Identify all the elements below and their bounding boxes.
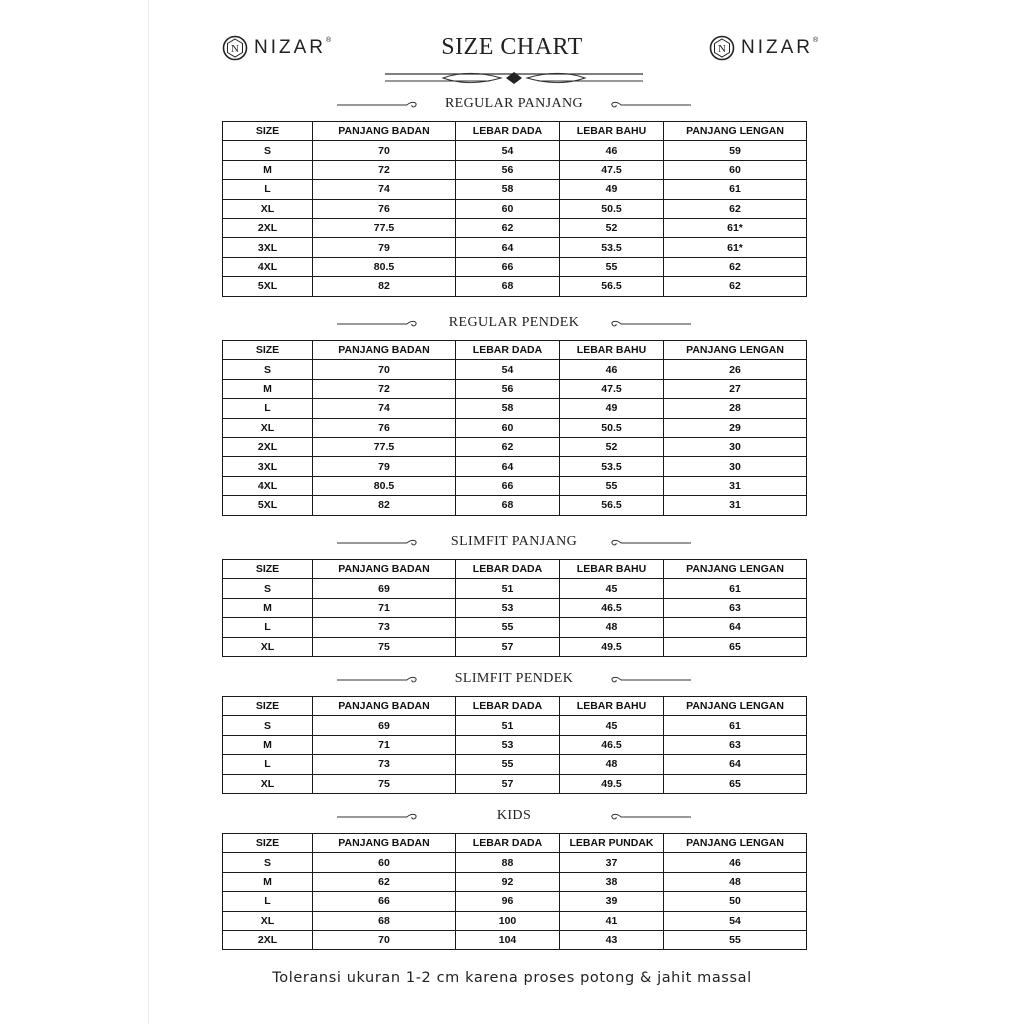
table-row: [223, 141, 807, 160]
table-cell: 3XL: [223, 238, 313, 257]
table-cell: 71: [313, 735, 456, 754]
column-header: PANJANG BADAN: [313, 697, 456, 716]
table-cell: 92: [456, 872, 560, 891]
table-row: [223, 637, 807, 656]
table-row: [223, 199, 807, 218]
column-header: PANJANG LENGAN: [664, 122, 807, 141]
table-cell: M: [223, 598, 313, 617]
table-cell: S: [223, 141, 313, 160]
table-cell: S: [223, 360, 313, 379]
table-cell: 48: [560, 755, 664, 774]
table-cell: XL: [223, 418, 313, 437]
table-cell: 43: [560, 930, 664, 949]
table-cell: 29: [664, 418, 807, 437]
column-header: LEBAR DADA: [456, 560, 560, 579]
table-header-row: [223, 560, 807, 579]
table-row: [223, 774, 807, 793]
table-cell: 46.5: [560, 598, 664, 617]
table-header-row: [223, 341, 807, 360]
column-header: PANJANG LENGAN: [664, 341, 807, 360]
table-row: [223, 579, 807, 598]
section-heading: [222, 315, 806, 333]
section-title: KIDS: [496, 808, 532, 823]
table-cell: 48: [664, 872, 807, 891]
table-cell: 53.5: [560, 457, 664, 476]
size-table: [222, 121, 807, 297]
section-heading: [222, 671, 806, 689]
table-cell: 82: [313, 496, 456, 515]
table-cell: 50.5: [560, 199, 664, 218]
scroll-ornament-right-icon: [609, 675, 691, 685]
table-cell: 71: [313, 598, 456, 617]
table-cell: XL: [223, 637, 313, 656]
section-heading: [222, 534, 806, 552]
table-cell: L: [223, 755, 313, 774]
table-cell: 80.5: [313, 476, 456, 495]
table-cell: 47.5: [560, 160, 664, 179]
table-cell: 62: [456, 437, 560, 456]
table-cell: 3XL: [223, 457, 313, 476]
table-cell: 70: [313, 141, 456, 160]
table-cell: 46: [664, 853, 807, 872]
table-cell: 31: [664, 496, 807, 515]
table-row: [223, 437, 807, 456]
tolerance-note: Toleransi ukuran 1-2 cm karena proses potong & jahit massal: [272, 970, 752, 986]
column-header: SIZE: [223, 341, 313, 360]
table-cell: 30: [664, 437, 807, 456]
table-cell: 76: [313, 418, 456, 437]
table-cell: 54: [456, 141, 560, 160]
table-cell: 46: [560, 360, 664, 379]
brand-right: [709, 35, 818, 61]
table-cell: 57: [456, 774, 560, 793]
registered-mark: ®: [813, 37, 819, 44]
brand-name: NIZAR®: [254, 37, 332, 58]
table-cell: 64: [664, 755, 807, 774]
table-cell: 61*: [664, 218, 807, 237]
table-cell: 72: [313, 379, 456, 398]
column-header: LEBAR BAHU: [560, 341, 664, 360]
size-table: [222, 833, 807, 950]
table-header-row: [223, 697, 807, 716]
table-cell: M: [223, 160, 313, 179]
table-row: [223, 716, 807, 735]
column-header: PANJANG BADAN: [313, 834, 456, 853]
table-cell: 66: [456, 476, 560, 495]
registered-mark: ®: [326, 37, 332, 44]
table-cell: XL: [223, 774, 313, 793]
column-header: SIZE: [223, 834, 313, 853]
table-cell: 27: [664, 379, 807, 398]
size-table: [222, 559, 807, 657]
table-cell: 69: [313, 579, 456, 598]
table-row: [223, 853, 807, 872]
page-title: SIZE CHART: [441, 34, 583, 60]
brand-logo-icon: [709, 35, 735, 61]
section-title: SLIMFIT PANJANG: [450, 534, 578, 549]
scroll-ornament-right-icon: [609, 812, 691, 822]
table-cell: 5XL: [223, 496, 313, 515]
table-cell: 60: [456, 199, 560, 218]
column-header: PANJANG BADAN: [313, 560, 456, 579]
table-cell: 50.5: [560, 418, 664, 437]
table-cell: 50: [664, 892, 807, 911]
table-cell: 60: [456, 418, 560, 437]
section-heading: [222, 96, 806, 114]
table-cell: 56.5: [560, 277, 664, 296]
size-table: [222, 696, 807, 794]
table-cell: 61: [664, 716, 807, 735]
table-cell: 5XL: [223, 277, 313, 296]
table-cell: 53: [456, 598, 560, 617]
table-cell: 53: [456, 735, 560, 754]
table-cell: 62: [456, 218, 560, 237]
column-header: LEBAR DADA: [456, 341, 560, 360]
brand-name: NIZAR®: [741, 37, 819, 58]
table-cell: 60: [313, 853, 456, 872]
table-row: [223, 476, 807, 495]
table-cell: 62: [664, 277, 807, 296]
table-cell: L: [223, 399, 313, 418]
table-cell: M: [223, 379, 313, 398]
table-cell: 66: [313, 892, 456, 911]
table-row: [223, 930, 807, 949]
table-cell: 46: [560, 141, 664, 160]
table-cell: L: [223, 618, 313, 637]
table-cell: 62: [664, 257, 807, 276]
table-row: [223, 218, 807, 237]
table-cell: 61*: [664, 238, 807, 257]
table-cell: 68: [456, 277, 560, 296]
column-header: PANJANG BADAN: [313, 341, 456, 360]
table-cell: 76: [313, 199, 456, 218]
scroll-ornament-right-icon: [609, 319, 691, 329]
table-cell: 55: [456, 618, 560, 637]
table-cell: 68: [313, 911, 456, 930]
table-cell: 58: [456, 399, 560, 418]
table-cell: 2XL: [223, 437, 313, 456]
column-header: SIZE: [223, 122, 313, 141]
table-cell: 2XL: [223, 218, 313, 237]
table-cell: L: [223, 180, 313, 199]
column-header: PANJANG LENGAN: [664, 834, 807, 853]
section-title: SLIMFIT PENDEK: [454, 671, 574, 686]
table-row: [223, 457, 807, 476]
table-cell: 70: [313, 360, 456, 379]
table-cell: 100: [456, 911, 560, 930]
table-row: [223, 892, 807, 911]
table-cell: 49: [560, 399, 664, 418]
table-cell: 56.5: [560, 496, 664, 515]
table-cell: 64: [664, 618, 807, 637]
table-cell: 75: [313, 774, 456, 793]
table-cell: 75: [313, 637, 456, 656]
table-cell: S: [223, 579, 313, 598]
table-cell: 28: [664, 399, 807, 418]
table-cell: 53.5: [560, 238, 664, 257]
table-row: [223, 418, 807, 437]
title-ornament-icon: [385, 68, 643, 88]
table-cell: 52: [560, 437, 664, 456]
table-cell: 54: [456, 360, 560, 379]
table-cell: 47.5: [560, 379, 664, 398]
table-cell: 72: [313, 160, 456, 179]
table-cell: 51: [456, 716, 560, 735]
table-row: [223, 755, 807, 774]
table-header-row: [223, 122, 807, 141]
section-title: REGULAR PENDEK: [448, 315, 580, 330]
table-cell: 55: [456, 755, 560, 774]
column-header: LEBAR DADA: [456, 122, 560, 141]
table-cell: 31: [664, 476, 807, 495]
table-cell: M: [223, 735, 313, 754]
table-cell: XL: [223, 199, 313, 218]
table-row: [223, 360, 807, 379]
table-cell: 39: [560, 892, 664, 911]
column-header: SIZE: [223, 697, 313, 716]
table-cell: 56: [456, 379, 560, 398]
table-cell: 60: [664, 160, 807, 179]
table-cell: 4XL: [223, 257, 313, 276]
table-cell: 57: [456, 637, 560, 656]
table-row: [223, 257, 807, 276]
table-cell: 30: [664, 457, 807, 476]
section-heading: [222, 808, 806, 826]
table-cell: 63: [664, 598, 807, 617]
section-title: REGULAR PANJANG: [444, 96, 584, 111]
table-cell: 65: [664, 774, 807, 793]
table-cell: M: [223, 872, 313, 891]
table-cell: 69: [313, 716, 456, 735]
scroll-ornament-right-icon: [609, 100, 691, 110]
column-header: PANJANG BADAN: [313, 122, 456, 141]
column-header: LEBAR PUNDAK: [560, 834, 664, 853]
table-cell: 48: [560, 618, 664, 637]
table-cell: 49: [560, 180, 664, 199]
table-cell: 55: [560, 257, 664, 276]
column-header: PANJANG LENGAN: [664, 697, 807, 716]
table-row: [223, 496, 807, 515]
table-cell: 55: [664, 930, 807, 949]
table-cell: XL: [223, 911, 313, 930]
column-header: LEBAR DADA: [456, 697, 560, 716]
brand-logo-letter: N: [231, 43, 239, 55]
table-cell: 59: [664, 141, 807, 160]
table-cell: 37: [560, 853, 664, 872]
column-header: LEBAR BAHU: [560, 122, 664, 141]
table-row: [223, 379, 807, 398]
table-cell: 74: [313, 180, 456, 199]
brand-logo-letter: N: [718, 43, 726, 55]
table-row: [223, 238, 807, 257]
table-cell: 45: [560, 716, 664, 735]
table-cell: 2XL: [223, 930, 313, 949]
table-cell: 77.5: [313, 218, 456, 237]
table-row: [223, 277, 807, 296]
table-cell: 61: [664, 180, 807, 199]
table-cell: S: [223, 716, 313, 735]
table-cell: 38: [560, 872, 664, 891]
column-header: PANJANG LENGAN: [664, 560, 807, 579]
table-cell: 46.5: [560, 735, 664, 754]
table-cell: 66: [456, 257, 560, 276]
scroll-ornament-right-icon: [609, 538, 691, 548]
table-cell: 96: [456, 892, 560, 911]
table-cell: 56: [456, 160, 560, 179]
table-row: [223, 160, 807, 179]
table-cell: 79: [313, 457, 456, 476]
table-cell: 104: [456, 930, 560, 949]
table-cell: S: [223, 853, 313, 872]
table-cell: 62: [664, 199, 807, 218]
table-row: [223, 180, 807, 199]
table-row: [223, 911, 807, 930]
table-cell: 65: [664, 637, 807, 656]
table-cell: 80.5: [313, 257, 456, 276]
table-cell: 54: [664, 911, 807, 930]
table-row: [223, 598, 807, 617]
table-row: [223, 872, 807, 891]
table-row: [223, 618, 807, 637]
table-row: [223, 735, 807, 754]
column-header: LEBAR DADA: [456, 834, 560, 853]
table-cell: 41: [560, 911, 664, 930]
table-cell: 73: [313, 618, 456, 637]
table-cell: 82: [313, 277, 456, 296]
table-cell: 45: [560, 579, 664, 598]
table-cell: 26: [664, 360, 807, 379]
table-cell: L: [223, 892, 313, 911]
table-cell: 88: [456, 853, 560, 872]
table-row: [223, 399, 807, 418]
table-header-row: [223, 834, 807, 853]
table-cell: 63: [664, 735, 807, 754]
table-cell: 52: [560, 218, 664, 237]
table-cell: 64: [456, 457, 560, 476]
table-cell: 68: [456, 496, 560, 515]
column-header: LEBAR BAHU: [560, 697, 664, 716]
table-cell: 51: [456, 579, 560, 598]
table-cell: 4XL: [223, 476, 313, 495]
table-cell: 77.5: [313, 437, 456, 456]
size-table: [222, 340, 807, 516]
table-cell: 79: [313, 238, 456, 257]
column-header: SIZE: [223, 560, 313, 579]
table-cell: 70: [313, 930, 456, 949]
table-cell: 61: [664, 579, 807, 598]
table-cell: 74: [313, 399, 456, 418]
table-cell: 73: [313, 755, 456, 774]
table-cell: 49.5: [560, 774, 664, 793]
column-header: LEBAR BAHU: [560, 560, 664, 579]
table-cell: 62: [313, 872, 456, 891]
table-cell: 64: [456, 238, 560, 257]
table-cell: 55: [560, 476, 664, 495]
table-cell: 49.5: [560, 637, 664, 656]
table-cell: 58: [456, 180, 560, 199]
